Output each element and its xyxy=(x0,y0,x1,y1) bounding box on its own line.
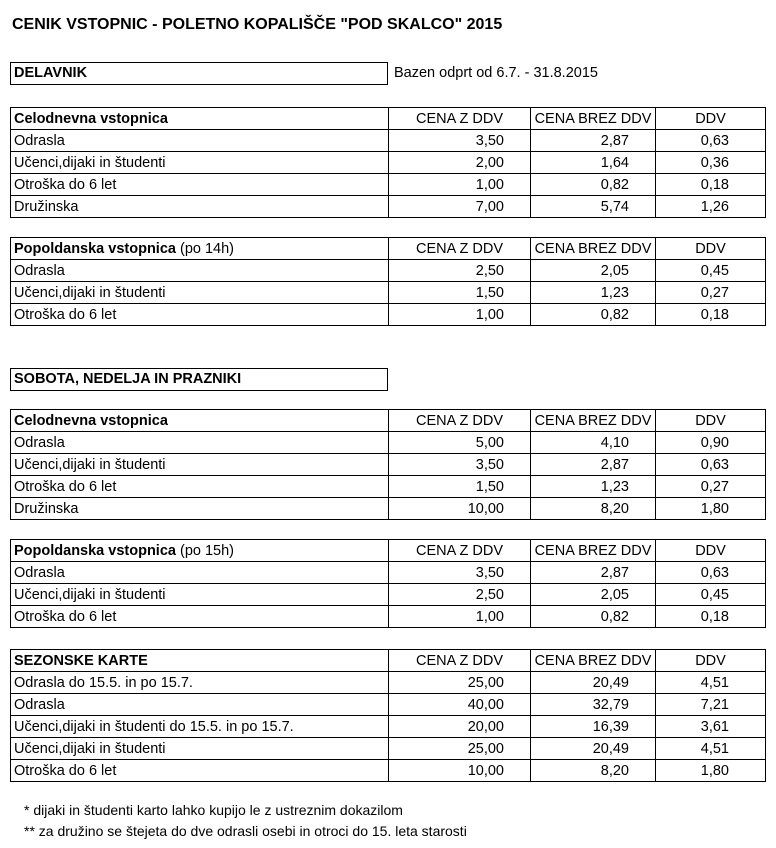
price-with-vat: 5,00 xyxy=(389,432,531,454)
price-with-vat: 1,00 xyxy=(389,174,531,196)
weekday-section-header xyxy=(10,62,598,86)
ticket-type: Učenci,dijaki in študenti xyxy=(11,282,389,304)
season-period: Bazen odprt od 6.7. - 31.8.2015 xyxy=(394,65,598,81)
table-title-text: Popoldanska vstopnica xyxy=(14,240,176,257)
table-title xyxy=(11,650,389,672)
vat-header: DDV xyxy=(656,540,766,562)
price-without-vat: 1,23 xyxy=(531,282,656,304)
price-with-vat: 2,50 xyxy=(389,260,531,282)
vat-amount: 0,27 xyxy=(656,476,766,498)
vat-header: DDV xyxy=(656,238,766,260)
vat-amount: 4,51 xyxy=(656,738,766,760)
table-row xyxy=(11,260,766,282)
price-without-vat: 2,05 xyxy=(531,260,656,282)
table-header-row xyxy=(11,410,766,432)
price-with-vat-header: CENA Z DDV xyxy=(389,650,531,672)
table-title-text: Popoldanska vstopnica xyxy=(14,542,176,559)
table-title-note: (po 15h) xyxy=(180,542,235,559)
price-without-vat: 2,87 xyxy=(531,454,656,476)
table-header-row xyxy=(11,650,766,672)
table-row xyxy=(11,130,766,152)
weekday-full-day-table xyxy=(10,107,766,218)
table-header-row xyxy=(11,108,766,130)
price-with-vat: 1,50 xyxy=(389,476,531,498)
price-with-vat: 20,00 xyxy=(389,716,531,738)
vat-header: DDV xyxy=(656,650,766,672)
table-title-text: Celodnevna vstopnica xyxy=(14,110,168,127)
ticket-type: Otroška do 6 let xyxy=(11,476,389,498)
table-header-row xyxy=(11,540,766,562)
table-row xyxy=(11,174,766,196)
table-row xyxy=(11,476,766,498)
page-title: CENIK VSTOPNIC - POLETNO KOPALIŠČE "POD SKALCO" 2015 xyxy=(12,16,503,33)
price-with-vat: 25,00 xyxy=(389,672,531,694)
price-with-vat: 40,00 xyxy=(389,694,531,716)
vat-amount: 0,45 xyxy=(656,584,766,606)
price-without-vat: 0,82 xyxy=(531,606,656,628)
ticket-type: Družinska xyxy=(11,196,389,218)
weekday-afternoon-table xyxy=(10,237,766,326)
table-title xyxy=(11,410,389,432)
ticket-type: Odrasla xyxy=(11,562,389,584)
price-with-vat: 10,00 xyxy=(389,498,531,520)
ticket-type: Otroška do 6 let xyxy=(11,760,389,782)
price-without-vat: 2,87 xyxy=(531,130,656,152)
price-with-vat-header: CENA Z DDV xyxy=(389,108,531,130)
ticket-type: Odrasla xyxy=(11,432,389,454)
table-row xyxy=(11,694,766,716)
weekend-afternoon-table xyxy=(10,539,766,628)
price-with-vat-header: CENA Z DDV xyxy=(389,410,531,432)
vat-amount: 0,27 xyxy=(656,282,766,304)
price-without-vat: 2,05 xyxy=(531,584,656,606)
price-with-vat: 2,00 xyxy=(389,152,531,174)
price-with-vat: 1,00 xyxy=(389,606,531,628)
price-without-vat: 8,20 xyxy=(531,498,656,520)
ticket-type: Učenci,dijaki in študenti xyxy=(11,152,389,174)
weekend-section-header xyxy=(10,368,388,392)
price-with-vat: 1,50 xyxy=(389,282,531,304)
table-header-row xyxy=(11,238,766,260)
price-without-vat-header: CENA BREZ DDV xyxy=(531,108,656,130)
vat-amount: 1,80 xyxy=(656,760,766,782)
price-without-vat-header: CENA BREZ DDV xyxy=(531,238,656,260)
price-with-vat: 7,00 xyxy=(389,196,531,218)
ticket-type: Otroška do 6 let xyxy=(11,606,389,628)
ticket-type: Učenci,dijaki in študenti xyxy=(11,738,389,760)
table-row xyxy=(11,454,766,476)
table-row xyxy=(11,562,766,584)
season-tickets-table xyxy=(10,649,766,782)
price-with-vat: 1,00 xyxy=(389,304,531,326)
table-row xyxy=(11,716,766,738)
table-title xyxy=(11,540,389,562)
price-with-vat: 25,00 xyxy=(389,738,531,760)
price-without-vat: 1,23 xyxy=(531,476,656,498)
table-title xyxy=(11,108,389,130)
table-row xyxy=(11,672,766,694)
table-row xyxy=(11,498,766,520)
price-without-vat: 20,49 xyxy=(531,738,656,760)
table-row xyxy=(11,606,766,628)
weekday-label: DELAVNIK xyxy=(10,62,388,85)
table-row xyxy=(11,152,766,174)
vat-amount: 0,36 xyxy=(656,152,766,174)
vat-amount: 0,45 xyxy=(656,260,766,282)
vat-amount: 0,90 xyxy=(656,432,766,454)
vat-amount: 4,51 xyxy=(656,672,766,694)
vat-amount: 0,63 xyxy=(656,130,766,152)
price-without-vat: 16,39 xyxy=(531,716,656,738)
vat-amount: 0,63 xyxy=(656,562,766,584)
table-title-note: (po 14h) xyxy=(180,240,235,257)
vat-header: DDV xyxy=(656,410,766,432)
ticket-type: Odrasla xyxy=(11,694,389,716)
ticket-type: Učenci,dijaki in študenti xyxy=(11,454,389,476)
ticket-type: Otroška do 6 let xyxy=(11,174,389,196)
vat-amount: 3,61 xyxy=(656,716,766,738)
table-row xyxy=(11,304,766,326)
price-without-vat-header: CENA BREZ DDV xyxy=(531,410,656,432)
price-without-vat: 1,64 xyxy=(531,152,656,174)
vat-amount: 7,21 xyxy=(656,694,766,716)
vat-amount: 1,26 xyxy=(656,196,766,218)
table-row xyxy=(11,760,766,782)
ticket-type: Družinska xyxy=(11,498,389,520)
table-row xyxy=(11,282,766,304)
vat-header: DDV xyxy=(656,108,766,130)
ticket-type: Odrasla xyxy=(11,260,389,282)
price-without-vat: 5,74 xyxy=(531,196,656,218)
ticket-type: Učenci,dijaki in študenti xyxy=(11,584,389,606)
vat-amount: 0,18 xyxy=(656,304,766,326)
footnotes xyxy=(24,800,467,842)
price-without-vat: 4,10 xyxy=(531,432,656,454)
price-without-vat: 0,82 xyxy=(531,174,656,196)
weekend-full-day-table xyxy=(10,409,766,520)
table-row xyxy=(11,738,766,760)
ticket-type: Odrasla do 15.5. in po 15.7. xyxy=(11,672,389,694)
vat-amount: 0,18 xyxy=(656,174,766,196)
price-with-vat: 3,50 xyxy=(389,130,531,152)
price-without-vat: 32,79 xyxy=(531,694,656,716)
price-with-vat-header: CENA Z DDV xyxy=(389,238,531,260)
table-title xyxy=(11,238,389,260)
vat-amount: 1,80 xyxy=(656,498,766,520)
ticket-type: Učenci,dijaki in študenti do 15.5. in po 15.7. xyxy=(11,716,389,738)
price-with-vat: 3,50 xyxy=(389,562,531,584)
weekend-label: SOBOTA, NEDELJA IN PRAZNIKI xyxy=(10,368,388,391)
price-without-vat-header: CENA BREZ DDV xyxy=(531,540,656,562)
price-without-vat: 20,49 xyxy=(531,672,656,694)
vat-amount: 0,18 xyxy=(656,606,766,628)
table-row xyxy=(11,196,766,218)
vat-amount: 0,63 xyxy=(656,454,766,476)
price-without-vat: 8,20 xyxy=(531,760,656,782)
table-title-text: Celodnevna vstopnica xyxy=(14,412,168,429)
footnote: * dijaki in študenti karto lahko kupijo le z ustreznim dokazilom xyxy=(24,802,403,818)
price-with-vat: 10,00 xyxy=(389,760,531,782)
table-title-text: SEZONSKE KARTE xyxy=(14,652,148,669)
price-with-vat: 2,50 xyxy=(389,584,531,606)
price-without-vat: 0,82 xyxy=(531,304,656,326)
price-with-vat: 3,50 xyxy=(389,454,531,476)
price-without-vat: 2,87 xyxy=(531,562,656,584)
price-without-vat-header: CENA BREZ DDV xyxy=(531,650,656,672)
table-row xyxy=(11,584,766,606)
ticket-type: Odrasla xyxy=(11,130,389,152)
footnote: ** za družino se štejeta do dve odrasli osebi in otroci do 15. leta starosti xyxy=(24,823,467,839)
price-with-vat-header: CENA Z DDV xyxy=(389,540,531,562)
ticket-type: Otroška do 6 let xyxy=(11,304,389,326)
table-row xyxy=(11,432,766,454)
